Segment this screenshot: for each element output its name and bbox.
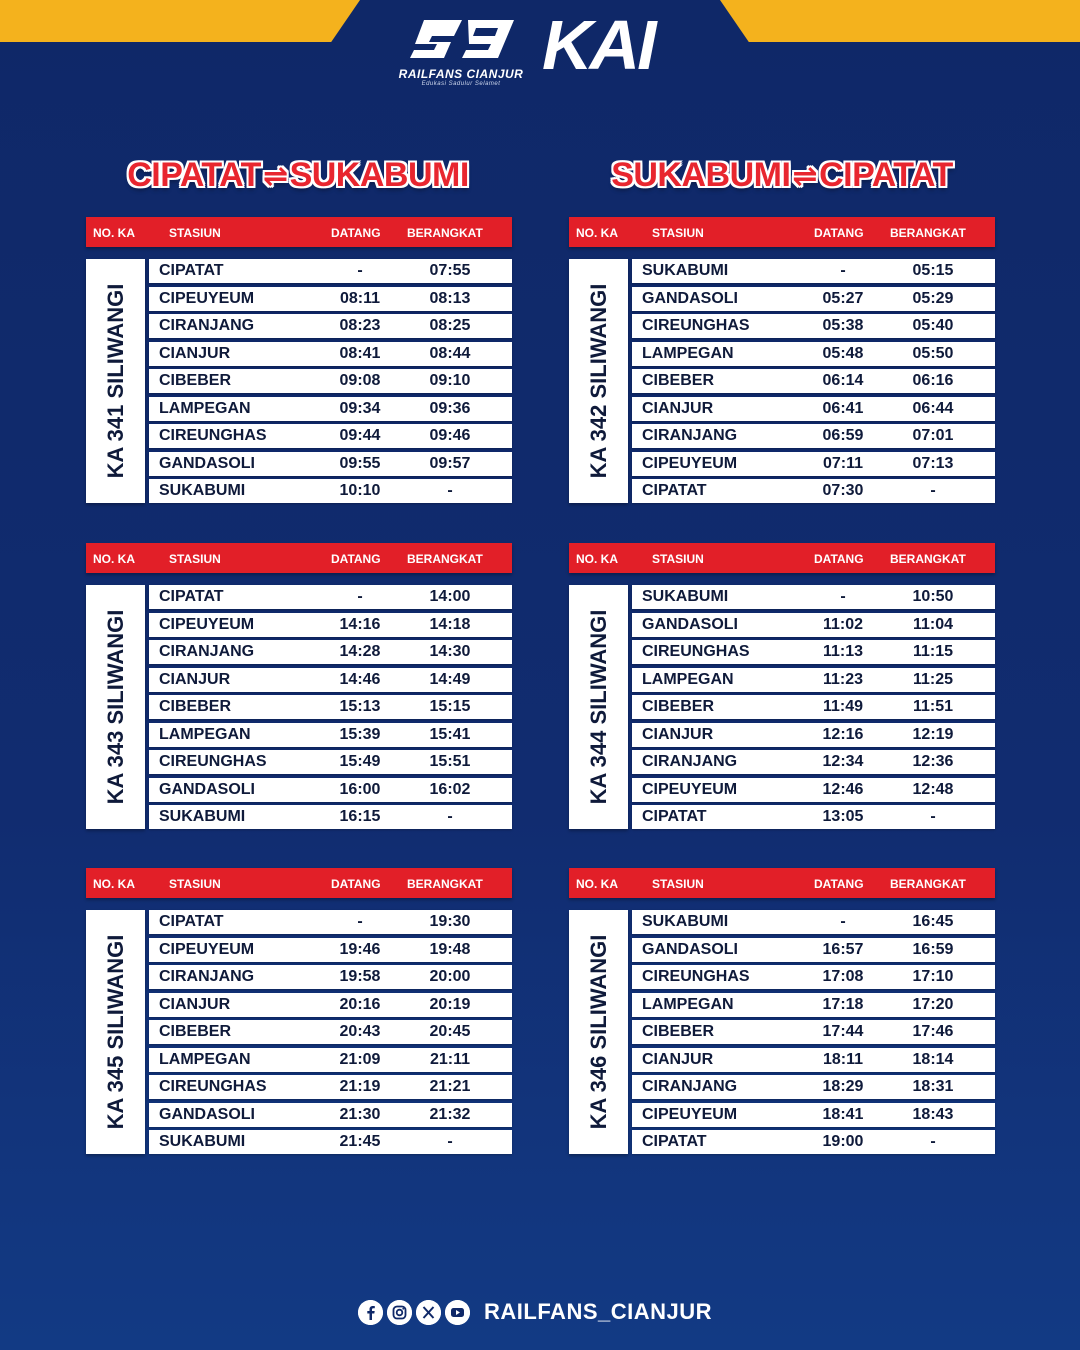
instagram-icon[interactable] xyxy=(387,1300,412,1325)
arrival-time: 06:14 xyxy=(822,372,864,389)
departure-time: 05:29 xyxy=(912,289,954,307)
header-stasiun: STASIUN xyxy=(652,552,704,566)
bidirectional-arrow-icon: ⇌ xyxy=(792,160,818,193)
header-datang: DATANG xyxy=(814,552,864,566)
table-row xyxy=(149,479,512,503)
arrival-time: 07:30 xyxy=(822,482,864,499)
arrival-time: 11:49 xyxy=(822,698,864,715)
station-name: CIPATAT xyxy=(642,1133,707,1150)
train-name: KA 343 SILIWANGI xyxy=(102,609,128,805)
arrival-time: 15:39 xyxy=(339,725,381,743)
table-row xyxy=(149,723,512,747)
station-name: LAMPEGAN xyxy=(642,670,734,688)
departure-time: 17:10 xyxy=(912,968,954,985)
header-no-ka: NO. KA xyxy=(93,552,135,566)
departure-time: 20:19 xyxy=(429,995,471,1013)
youtube-icon[interactable] xyxy=(445,1300,470,1325)
station-name: SUKABUMI xyxy=(642,588,729,605)
departure-time: 21:32 xyxy=(429,1105,471,1123)
table-row xyxy=(632,1075,995,1099)
station-name: CIPATAT xyxy=(642,808,707,825)
station-name: GANDASOLI xyxy=(642,289,738,307)
kai-logo: KAI xyxy=(542,6,654,84)
station-name: LAMPEGAN xyxy=(159,399,251,417)
arrival-time: 11:02 xyxy=(822,615,864,633)
arrival-time: 18:29 xyxy=(822,1078,864,1095)
table-row xyxy=(632,397,995,421)
station-name: GANDASOLI xyxy=(642,615,738,633)
schedule-table xyxy=(86,868,512,1156)
table-row xyxy=(632,287,995,311)
social-handle[interactable]: RAILFANS_CIANJUR xyxy=(484,1299,713,1324)
arrival-time: 21:19 xyxy=(339,1078,381,1095)
table-row xyxy=(149,805,512,829)
departure-time: 15:51 xyxy=(429,753,471,770)
departure-time: 10:50 xyxy=(912,588,954,605)
header-berangkat: BERANGKAT xyxy=(890,226,966,240)
station-name: SUKABUMI xyxy=(159,482,246,499)
departure-time: 09:46 xyxy=(429,427,471,444)
arrival-time: 15:13 xyxy=(339,698,381,715)
departure-time: 19:48 xyxy=(429,940,471,958)
arrival-time: 14:16 xyxy=(339,615,381,633)
table-header xyxy=(569,543,995,573)
table-row xyxy=(149,993,512,1017)
departure-time: 14:18 xyxy=(429,615,471,633)
arrival-time: 12:34 xyxy=(822,753,864,770)
arrival-time: 19:46 xyxy=(339,940,381,958)
arrival-time: - xyxy=(357,262,363,279)
header-no-ka: NO. KA xyxy=(576,552,618,566)
departure-time: 20:45 xyxy=(429,1023,471,1040)
station-name: CIREUNGHAS xyxy=(159,427,267,444)
table-row xyxy=(149,668,512,692)
station-name: CIRANJANG xyxy=(159,317,255,334)
arrival-time: 08:23 xyxy=(339,317,381,334)
station-name: SUKABUMI xyxy=(159,808,246,825)
table-row xyxy=(149,1020,512,1044)
departure-time: 21:21 xyxy=(429,1078,471,1095)
train-number-box xyxy=(86,910,145,1154)
header-no-ka: NO. KA xyxy=(576,226,618,240)
table-row xyxy=(632,585,995,609)
departure-time: 06:44 xyxy=(912,399,954,417)
arrival-time: 20:43 xyxy=(339,1023,381,1040)
header-stasiun: STASIUN xyxy=(652,226,704,240)
header-berangkat: BERANGKAT xyxy=(407,552,483,566)
station-name: LAMPEGAN xyxy=(642,344,734,362)
route-title-cipatat-sukabumi xyxy=(78,156,518,195)
station-name: CIRANJANG xyxy=(159,643,255,660)
arrival-time: 06:41 xyxy=(822,399,864,417)
departure-time: 08:25 xyxy=(429,317,471,334)
table-row xyxy=(632,424,995,448)
station-name: GANDASOLI xyxy=(642,940,738,958)
header-stasiun: STASIUN xyxy=(652,877,704,891)
table-row xyxy=(149,965,512,989)
arrival-time: 12:46 xyxy=(822,780,864,798)
station-name: CIPEUYEUM xyxy=(642,780,738,798)
table-row xyxy=(149,695,512,719)
table-row xyxy=(632,479,995,503)
arrival-time: 18:11 xyxy=(822,1050,864,1068)
table-row xyxy=(632,668,995,692)
station-name: CIPATAT xyxy=(642,482,707,499)
table-row xyxy=(149,259,512,283)
arrival-time: 16:15 xyxy=(339,808,381,825)
station-name: CIANJUR xyxy=(159,344,231,362)
table-row xyxy=(632,613,995,637)
departure-time: - xyxy=(930,482,936,499)
station-name: CIREUNGHAS xyxy=(159,1078,267,1095)
arrival-time: - xyxy=(840,913,846,930)
schedule-table xyxy=(569,868,995,1156)
station-name: CIANJUR xyxy=(159,995,231,1013)
departure-time: 12:19 xyxy=(912,725,954,743)
station-name: CIBEBER xyxy=(642,1023,715,1040)
train-number-box xyxy=(569,585,628,829)
departure-time: 16:02 xyxy=(429,780,471,798)
station-name: SUKABUMI xyxy=(159,1133,246,1150)
table-row xyxy=(632,369,995,393)
departure-time: 11:25 xyxy=(912,670,954,688)
station-name: SUKABUMI xyxy=(642,913,729,930)
departure-time: 05:15 xyxy=(912,262,954,279)
departure-time: - xyxy=(447,808,453,825)
table-row xyxy=(632,314,995,338)
station-name: CIPATAT xyxy=(159,588,224,605)
header-berangkat: BERANGKAT xyxy=(407,226,483,240)
table-row xyxy=(632,750,995,774)
train-name: KA 345 SILIWANGI xyxy=(102,934,128,1130)
arrival-time: - xyxy=(357,588,363,605)
station-name: CIPATAT xyxy=(159,913,224,930)
table-row xyxy=(632,965,995,989)
arrival-time: 05:48 xyxy=(822,344,864,362)
departure-time: 05:40 xyxy=(912,317,954,334)
table-row xyxy=(149,910,512,934)
departure-time: 15:15 xyxy=(429,698,471,715)
arrival-time: 20:16 xyxy=(339,995,381,1013)
departure-time: 18:31 xyxy=(912,1078,954,1095)
station-name: CIBEBER xyxy=(159,1023,232,1040)
arrival-time: 11:23 xyxy=(822,670,864,688)
table-header xyxy=(569,217,995,247)
arrival-time: 09:44 xyxy=(339,427,381,444)
arrival-time: 13:05 xyxy=(822,808,864,825)
header-no-ka: NO. KA xyxy=(93,877,135,891)
station-name: CIBEBER xyxy=(159,698,232,715)
arrival-time: 09:08 xyxy=(339,372,381,389)
header-datang: DATANG xyxy=(814,226,864,240)
station-name: CIPEUYEUM xyxy=(159,289,255,307)
header-datang: DATANG xyxy=(331,552,381,566)
departure-time: 05:50 xyxy=(912,344,954,362)
station-name: LAMPEGAN xyxy=(159,725,251,743)
departure-time: 16:59 xyxy=(912,940,954,958)
table-row xyxy=(632,993,995,1017)
arrival-time: 07:11 xyxy=(822,454,864,472)
station-name: CIREUNGHAS xyxy=(642,317,750,334)
table-row xyxy=(149,342,512,366)
station-name: CIANJUR xyxy=(642,399,714,417)
departure-time: 07:13 xyxy=(912,454,954,472)
arrival-time: 14:28 xyxy=(339,643,381,660)
train-name: KA 342 SILIWANGI xyxy=(585,283,611,479)
table-row xyxy=(149,287,512,311)
table-row xyxy=(632,938,995,962)
departure-time: 06:16 xyxy=(912,372,954,389)
station-name: CIPEUYEUM xyxy=(642,454,738,472)
arrival-time: 17:08 xyxy=(822,968,864,985)
departure-time: 08:13 xyxy=(429,289,471,307)
station-name: CIPEUYEUM xyxy=(159,940,255,958)
table-row xyxy=(149,750,512,774)
arrival-time: 05:38 xyxy=(822,317,864,334)
departure-time: 20:00 xyxy=(429,968,471,985)
table-row xyxy=(632,452,995,476)
station-name: CIPATAT xyxy=(159,262,224,279)
departure-time: - xyxy=(447,482,453,499)
table-row xyxy=(149,1130,512,1154)
departure-time: 17:46 xyxy=(912,1023,954,1040)
railfans-mark-icon xyxy=(402,14,522,66)
train-number-box xyxy=(86,585,145,829)
table-row xyxy=(149,1048,512,1072)
x-icon[interactable] xyxy=(416,1300,441,1325)
station-name: LAMPEGAN xyxy=(642,995,734,1013)
train-number-box xyxy=(86,259,145,503)
social-footer xyxy=(358,1296,712,1328)
station-name: CIBEBER xyxy=(159,372,232,389)
route-to: CIPATAT xyxy=(819,156,953,194)
arrival-time: 17:44 xyxy=(822,1023,864,1040)
railfans-name: RAILFANS CIANJUR xyxy=(398,67,524,81)
arrival-time: 08:11 xyxy=(339,289,381,307)
departure-time: 16:45 xyxy=(912,913,954,930)
departure-time: 12:36 xyxy=(912,753,954,770)
arrival-time: 14:46 xyxy=(339,670,381,688)
arrival-time: 09:34 xyxy=(339,399,381,417)
departure-time: - xyxy=(930,1133,936,1150)
table-row xyxy=(149,397,512,421)
station-name: CIRANJANG xyxy=(642,753,738,770)
header-stasiun: STASIUN xyxy=(169,877,221,891)
table-row xyxy=(632,695,995,719)
departure-time: 11:15 xyxy=(912,643,954,660)
departure-time: 14:30 xyxy=(429,643,471,660)
header-berangkat: BERANGKAT xyxy=(890,877,966,891)
station-name: CIBEBER xyxy=(642,372,715,389)
station-name: CIANJUR xyxy=(642,725,714,743)
train-number-box xyxy=(569,910,628,1154)
table-row xyxy=(632,723,995,747)
arrival-time: - xyxy=(357,913,363,930)
departure-time: - xyxy=(930,808,936,825)
table-row xyxy=(149,314,512,338)
table-row xyxy=(632,1130,995,1154)
departure-time: 17:20 xyxy=(912,995,954,1013)
departure-time: 18:43 xyxy=(912,1105,954,1123)
arrival-time: 11:13 xyxy=(822,643,864,660)
table-row xyxy=(632,259,995,283)
arrival-time: 05:27 xyxy=(822,289,864,307)
station-name: CIPEUYEUM xyxy=(642,1105,738,1123)
table-row xyxy=(149,369,512,393)
departure-time: - xyxy=(447,1133,453,1150)
station-name: GANDASOLI xyxy=(159,1105,255,1123)
arrival-time: - xyxy=(840,262,846,279)
table-header xyxy=(86,868,512,898)
departure-time: 19:30 xyxy=(429,913,471,930)
departure-time: 07:01 xyxy=(912,427,954,444)
header-berangkat: BERANGKAT xyxy=(407,877,483,891)
table-header xyxy=(569,868,995,898)
arrival-time: 15:49 xyxy=(339,753,381,770)
station-name: CIREUNGHAS xyxy=(642,968,750,985)
railfans-tagline: Edukasi Sadulur Selamet xyxy=(421,81,501,87)
yellow-corner-right xyxy=(720,0,1080,42)
arrival-time: 21:09 xyxy=(339,1050,381,1068)
header-stasiun: STASIUN xyxy=(169,226,221,240)
table-row xyxy=(149,585,512,609)
table-row xyxy=(149,938,512,962)
departure-time: 07:55 xyxy=(429,262,471,279)
header-stasiun: STASIUN xyxy=(169,552,221,566)
arrival-time: 06:59 xyxy=(822,427,864,444)
table-row xyxy=(149,452,512,476)
station-name: CIRANJANG xyxy=(642,427,738,444)
station-name: GANDASOLI xyxy=(159,780,255,798)
table-row xyxy=(149,1075,512,1099)
departure-time: 21:11 xyxy=(429,1050,471,1068)
table-row xyxy=(632,805,995,829)
arrival-time: 08:41 xyxy=(339,344,381,362)
route-from: SUKABUMI xyxy=(611,156,791,194)
railfans-cianjur-logo xyxy=(386,14,536,86)
table-row xyxy=(632,342,995,366)
table-row xyxy=(149,613,512,637)
header-datang: DATANG xyxy=(814,877,864,891)
train-name: KA 344 SILIWANGI xyxy=(585,609,611,805)
station-name: CIBEBER xyxy=(642,698,715,715)
departure-time: 12:48 xyxy=(912,780,954,798)
table-header xyxy=(86,217,512,247)
departure-time: 09:57 xyxy=(429,454,471,472)
route-title-sukabumi-cipatat xyxy=(562,156,1002,195)
arrival-time: 17:18 xyxy=(822,995,864,1013)
departure-time: 09:10 xyxy=(429,372,471,389)
arrival-time: 16:00 xyxy=(339,780,381,798)
train-name: KA 341 SILIWANGI xyxy=(102,283,128,479)
table-row xyxy=(149,1103,512,1127)
arrival-time: 09:55 xyxy=(339,454,381,472)
table-row xyxy=(632,1048,995,1072)
schedule-table xyxy=(86,543,512,831)
header-no-ka: NO. KA xyxy=(576,877,618,891)
arrival-time: 12:16 xyxy=(822,725,864,743)
header-datang: DATANG xyxy=(331,877,381,891)
arrival-time: 16:57 xyxy=(822,940,864,958)
arrival-time: 10:10 xyxy=(339,482,381,499)
table-row xyxy=(149,424,512,448)
table-header xyxy=(86,543,512,573)
bidirectional-arrow-icon: ⇌ xyxy=(262,160,288,193)
table-row xyxy=(149,640,512,664)
departure-time: 15:41 xyxy=(429,725,471,743)
arrival-time: 18:41 xyxy=(822,1105,864,1123)
facebook-icon[interactable] xyxy=(358,1300,383,1325)
departure-time: 11:51 xyxy=(912,698,954,715)
train-name: KA 346 SILIWANGI xyxy=(585,934,611,1130)
station-name: CIREUNGHAS xyxy=(642,643,750,660)
table-row xyxy=(632,910,995,934)
station-name: CIANJUR xyxy=(159,670,231,688)
arrival-time: 19:00 xyxy=(822,1133,864,1150)
table-row xyxy=(632,1103,995,1127)
train-number-box xyxy=(569,259,628,503)
table-row xyxy=(149,778,512,802)
station-name: CIREUNGHAS xyxy=(159,753,267,770)
route-from: CIPATAT xyxy=(127,156,261,194)
departure-time: 09:36 xyxy=(429,399,471,417)
departure-time: 14:00 xyxy=(429,588,471,605)
station-name: GANDASOLI xyxy=(159,454,255,472)
departure-time: 08:44 xyxy=(429,344,471,362)
table-row xyxy=(632,1020,995,1044)
station-name: SUKABUMI xyxy=(642,262,729,279)
departure-time: 11:04 xyxy=(912,615,954,633)
station-name: LAMPEGAN xyxy=(159,1050,251,1068)
schedule-table xyxy=(569,217,995,505)
arrival-time: 21:45 xyxy=(339,1133,381,1150)
schedule-table xyxy=(86,217,512,505)
departure-time: 14:49 xyxy=(429,670,471,688)
table-row xyxy=(632,640,995,664)
schedule-table xyxy=(569,543,995,831)
arrival-time: - xyxy=(840,588,846,605)
table-row xyxy=(632,778,995,802)
station-name: CIPEUYEUM xyxy=(159,615,255,633)
departure-time: 18:14 xyxy=(912,1050,954,1068)
station-name: CIANJUR xyxy=(642,1050,714,1068)
station-name: CIRANJANG xyxy=(642,1078,738,1095)
arrival-time: 19:58 xyxy=(339,968,381,985)
header-logos xyxy=(380,6,700,90)
route-to: SUKABUMI xyxy=(289,156,469,194)
header-no-ka: NO. KA xyxy=(93,226,135,240)
header-berangkat: BERANGKAT xyxy=(890,552,966,566)
arrival-time: 21:30 xyxy=(339,1105,381,1123)
header-datang: DATANG xyxy=(331,226,381,240)
yellow-corner-left xyxy=(0,0,360,42)
station-name: CIRANJANG xyxy=(159,968,255,985)
